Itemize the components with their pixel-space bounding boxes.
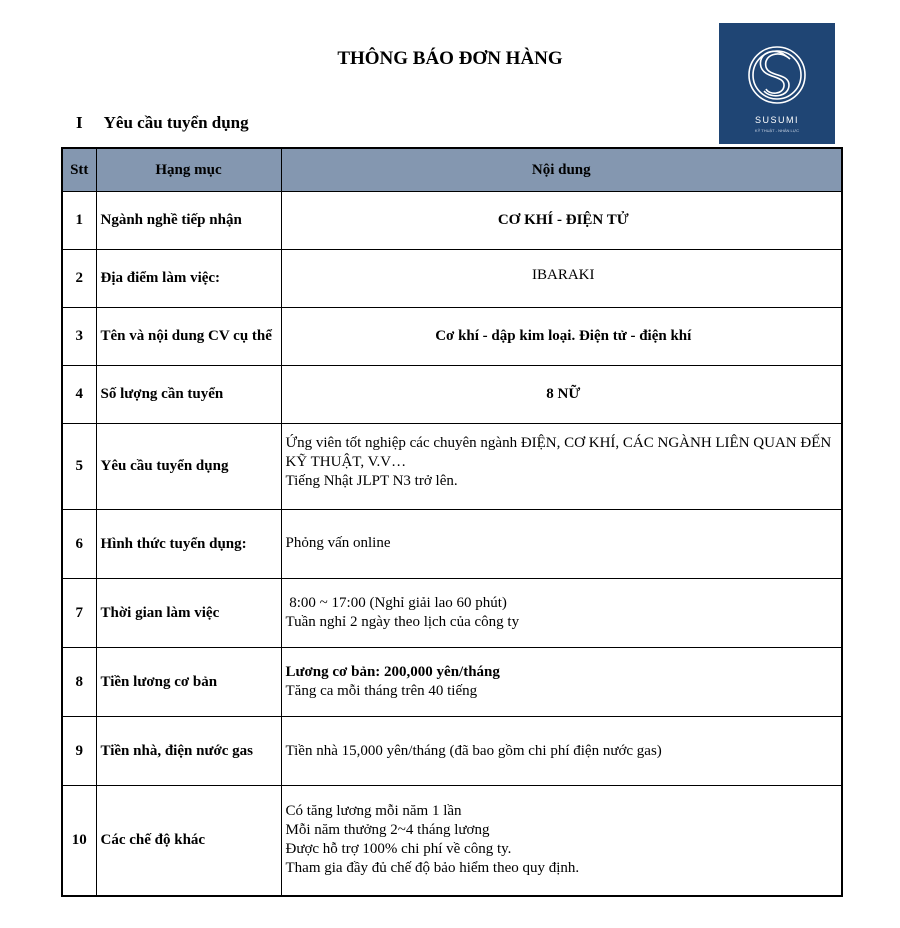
row-stt: 4 xyxy=(62,366,96,424)
company-logo xyxy=(719,23,835,144)
logo-tagline: KỸ THUẬT - NHÂN LỰC xyxy=(754,128,800,133)
row-content xyxy=(281,786,842,896)
content-line: IBARAKI xyxy=(532,267,595,283)
row-content xyxy=(281,250,842,308)
header-stt: Stt xyxy=(62,148,96,192)
row-stt: 7 xyxy=(62,579,96,648)
row-category: Tiền lương cơ bản xyxy=(96,648,281,717)
row-category: Số lượng cần tuyển xyxy=(96,366,281,424)
header-category: Hạng mục xyxy=(96,148,281,192)
content-line: Ứng viên tốt nghiệp các chuyên ngành ĐIỆN, CƠ KHÍ, CÁC NGÀNH LIÊN QUAN ĐẾN KỸ THUẬT, V.V… xyxy=(285,435,832,470)
logo-brand-text: SUSUMI xyxy=(754,115,799,125)
content-line: Phỏng vấn online xyxy=(285,535,391,551)
table-row xyxy=(62,308,842,366)
table-row xyxy=(62,579,842,648)
row-category: Thời gian làm việc xyxy=(96,579,281,648)
content-line: Tiền nhà 15,000 yên/tháng (đã bao gồm chi phí điện nước gas) xyxy=(285,742,662,759)
row-content xyxy=(281,424,842,510)
page-title: THÔNG BÁO ĐƠN HÀNG xyxy=(337,48,563,69)
row-stt: 2 xyxy=(62,250,96,308)
row-category: Các chế độ khác xyxy=(96,786,281,896)
row-category: Địa điểm làm việc: xyxy=(96,250,281,308)
section-label: Yêu cầu tuyển dụng xyxy=(103,113,249,132)
row-category: Tiền nhà, điện nước gas xyxy=(96,717,281,786)
row-content xyxy=(281,366,842,424)
row-stt: 6 xyxy=(62,510,96,579)
row-stt: 5 xyxy=(62,424,96,510)
content-line: 8:00 ~ 17:00 (Nghỉ giải lao 60 phút) xyxy=(285,595,507,611)
header-content: Nội dung xyxy=(281,148,842,192)
row-content xyxy=(281,579,842,648)
row-content xyxy=(281,510,842,579)
table-row xyxy=(62,510,842,579)
content-line: Tăng ca mỗi tháng trên 40 tiếng xyxy=(285,683,478,699)
row-category: Ngành nghề tiếp nhận xyxy=(96,192,281,250)
row-category: Yêu cầu tuyển dụng xyxy=(96,424,281,510)
content-line: Lương cơ bản: 200,000 yên/tháng xyxy=(285,664,500,680)
content-line: Tiếng Nhật JLPT N3 trở lên. xyxy=(285,473,458,489)
susumi-logo-icon xyxy=(719,23,835,115)
row-stt: 10 xyxy=(62,786,96,896)
row-content xyxy=(281,717,842,786)
table-row xyxy=(62,366,842,424)
row-content xyxy=(281,308,842,366)
content-line: Tham gia đầy đủ chế độ bảo hiểm theo quy định. xyxy=(285,860,580,877)
table-row xyxy=(62,424,842,510)
recruitment-table xyxy=(61,147,843,897)
table-row xyxy=(62,717,842,786)
section-number: I xyxy=(76,113,83,132)
table-row xyxy=(62,648,842,717)
content-line: Cơ khí - dập kim loại. Điện tử - điện khí xyxy=(435,328,692,344)
content-line: 8 NỮ xyxy=(546,386,581,402)
row-stt: 9 xyxy=(62,717,96,786)
table-row xyxy=(62,250,842,308)
row-content xyxy=(281,192,842,250)
row-category: Hình thức tuyển dụng: xyxy=(96,510,281,579)
section-heading xyxy=(76,113,249,133)
table-row xyxy=(62,192,842,250)
content-line: Tuần nghỉ 2 ngày theo lịch của công ty xyxy=(285,614,520,630)
row-content xyxy=(281,648,842,717)
table-header-row xyxy=(62,148,842,192)
content-line: Mỗi năm thưởng 2~4 tháng lương xyxy=(285,822,490,839)
content-line: CƠ KHÍ - ĐIỆN TỬ xyxy=(497,212,629,228)
table-row xyxy=(62,786,842,896)
row-stt: 3 xyxy=(62,308,96,366)
content-line: Có tăng lương mỗi năm 1 lần xyxy=(285,803,462,820)
content-line: Được hỗ trợ 100% chi phí về công ty. xyxy=(285,841,512,858)
row-stt: 8 xyxy=(62,648,96,717)
row-stt: 1 xyxy=(62,192,96,250)
row-category: Tên và nội dung CV cụ thể xyxy=(96,308,281,366)
